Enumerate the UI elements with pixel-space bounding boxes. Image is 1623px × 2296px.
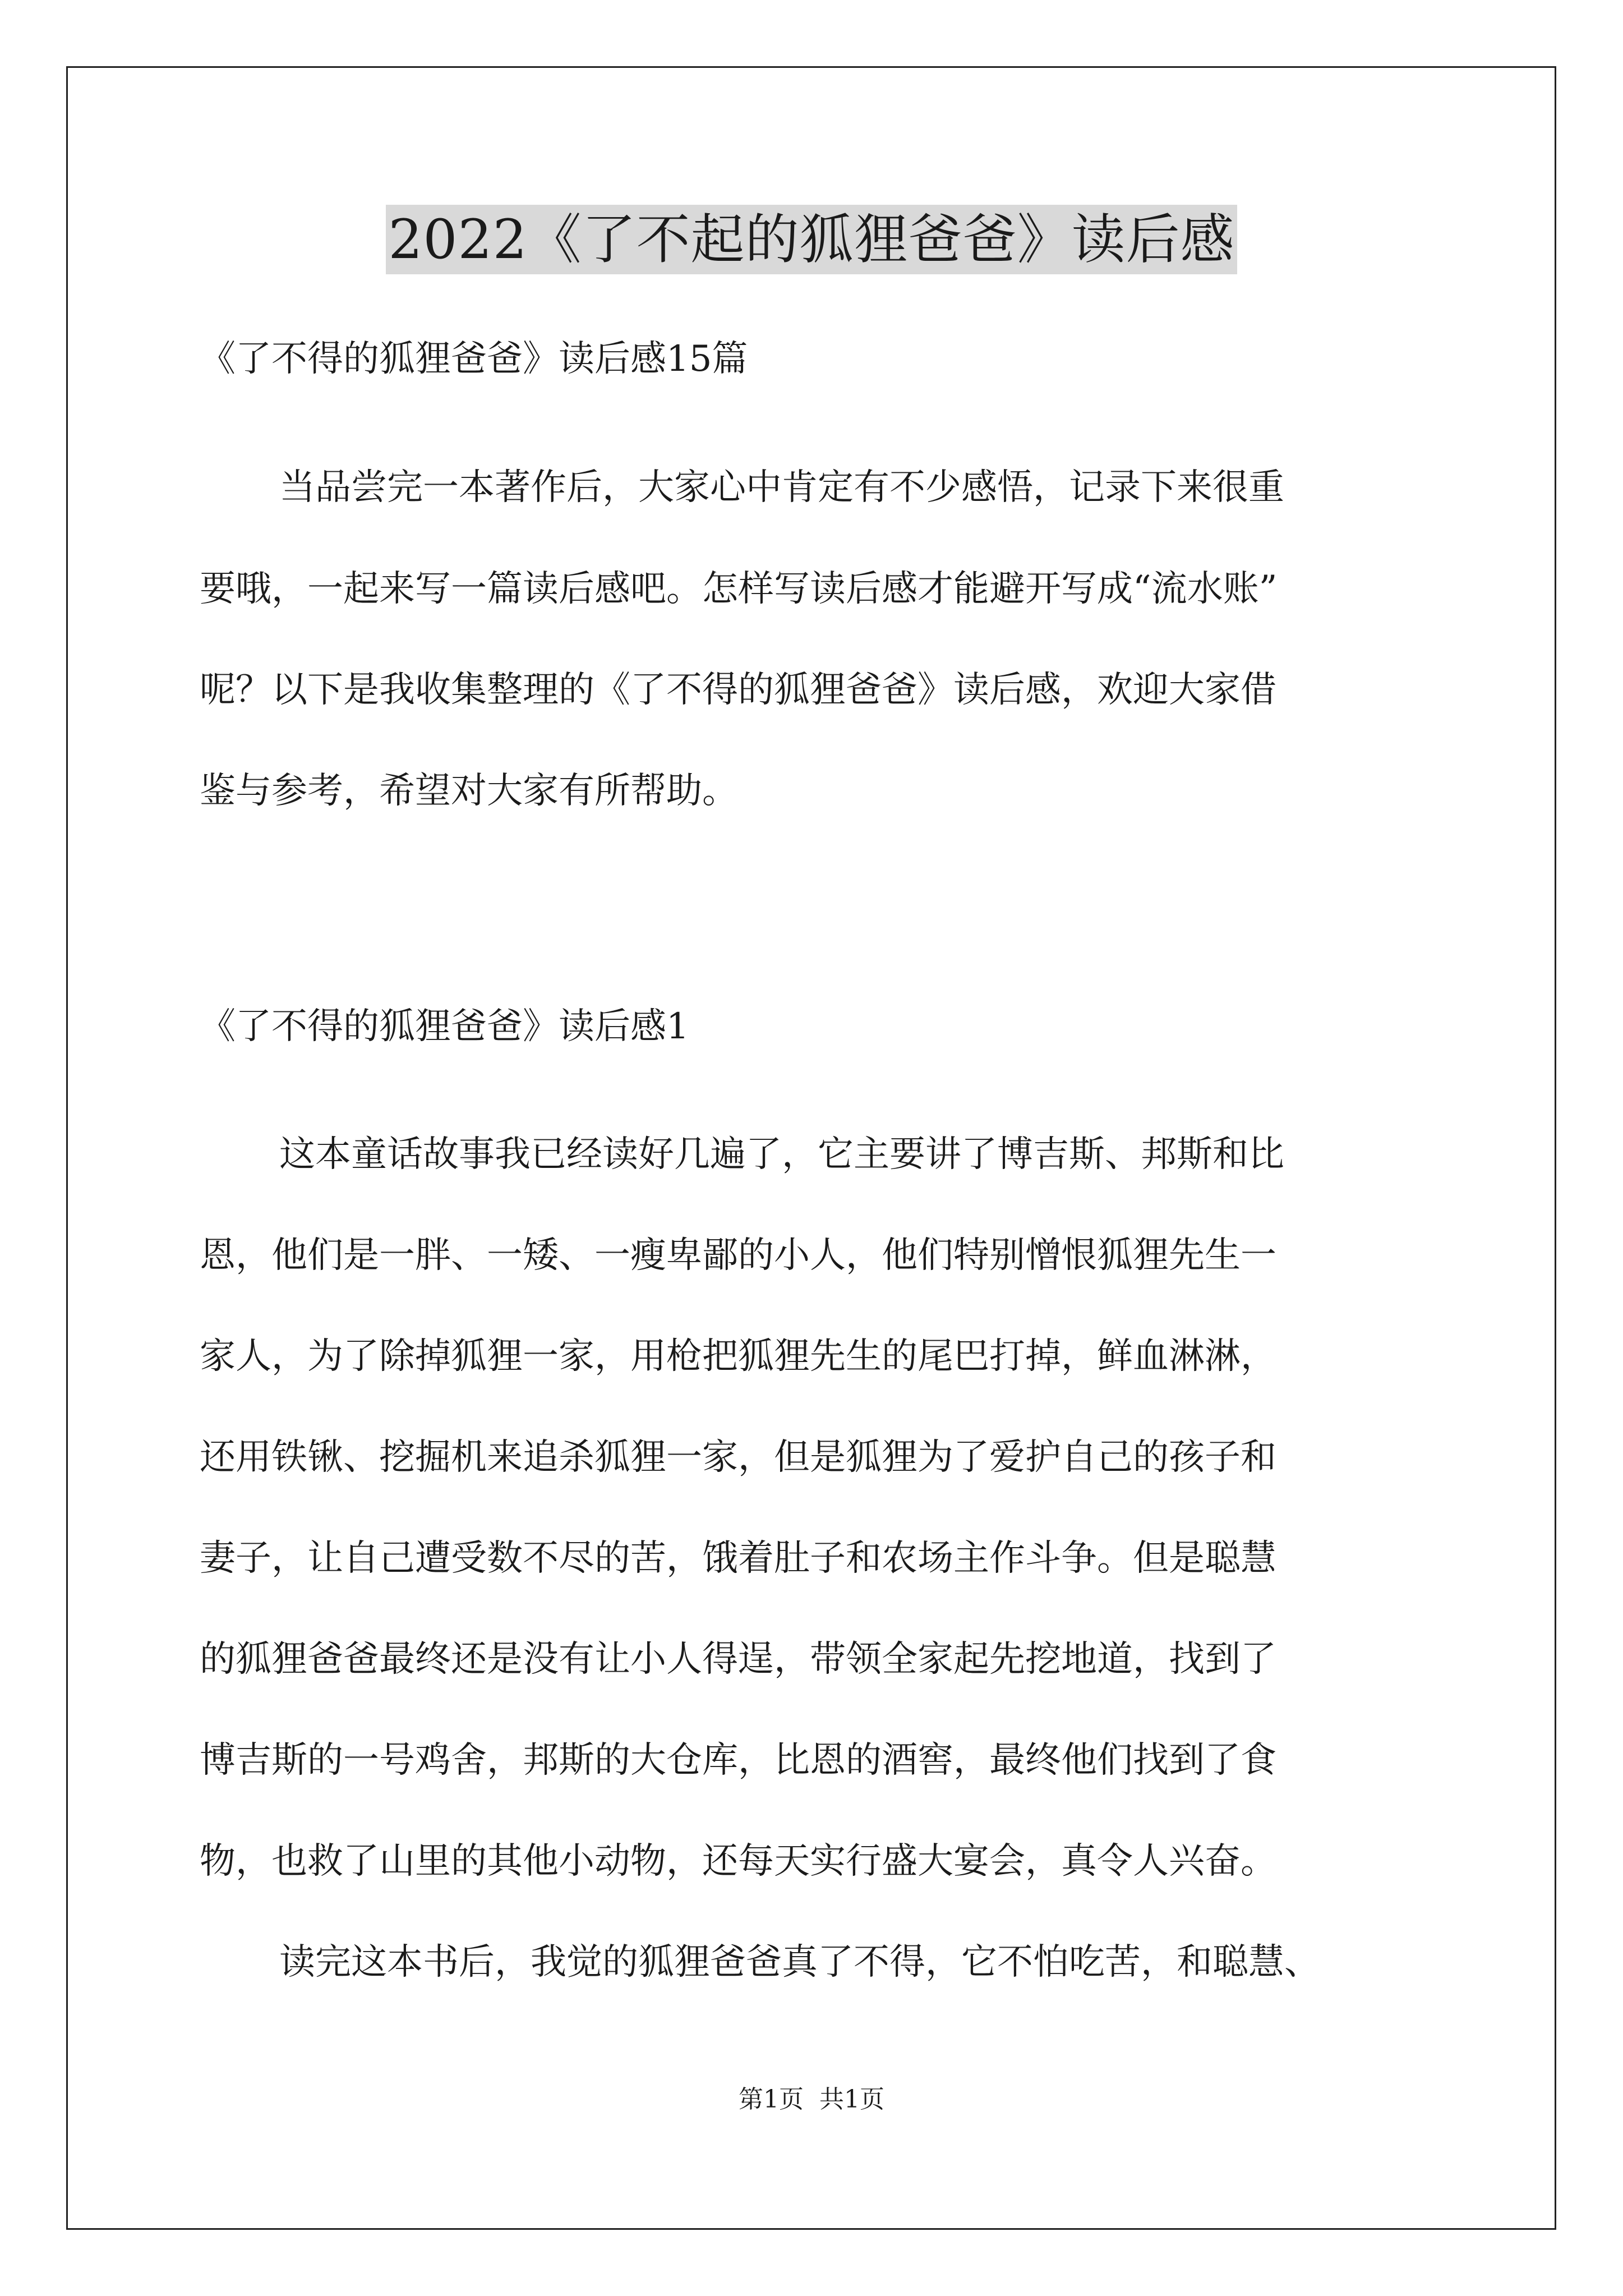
page-number: 第1页 — [739, 2085, 804, 2114]
section1-para1-line-8: 物，也救了山里的其他小动物，还每天实行盛大宴会，真令人兴奋。 — [200, 1841, 1276, 1882]
intro-line-4: 鉴与参考，希望对大家有所帮助。 — [200, 770, 738, 812]
intro-line-1: 当品尝完一本著作后，大家心中肯定有不少感悟，记录下来很重 — [279, 467, 1284, 508]
section1-para2-line-1: 读完这本书后，我觉的狐狸爸爸真了不得，它不怕吃苦，和聪慧、 — [279, 1941, 1320, 1983]
page-total: 共1页 — [819, 2085, 884, 2114]
section1-para1-line-5: 妻子，让自己遭受数不尽的苦，饿着肚子和农场主作斗争。但是聪慧 — [200, 1538, 1276, 1579]
document-title: 2022《了不起的狐狸爸爸》读后感 — [386, 205, 1237, 274]
section1-para1-line-7: 博吉斯的一号鸡舍，邦斯的大仓库，比恩的酒窖，最终他们找到了食 — [200, 1740, 1276, 1781]
section1-para1-line-3: 家人，为了除掉狐狸一家，用枪把狐狸先生的尾巴打掉，鲜血淋淋， — [200, 1336, 1276, 1377]
section1-heading: 《了不得的狐狸爸爸》读后感1 — [200, 1006, 689, 1047]
intro-line-2: 要哦，一起来写一篇读后感吧。怎样写读后感才能避开写成“流水账” — [200, 568, 1278, 610]
section1-para1-line-4: 还用铁锹、挖掘机来追杀狐狸一家，但是狐狸为了爱护自己的孩子和 — [200, 1437, 1276, 1478]
page-footer — [0, 2084, 1623, 2115]
section1-para1-line-2: 恩，他们是一胖、一矮、一瘦卑鄙的小人，他们特别憎恨狐狸先生一 — [200, 1235, 1276, 1276]
section1-para1-line-1: 这本童话故事我已经读好几遍了，它主要讲了博吉斯、邦斯和比 — [279, 1134, 1284, 1175]
intro-heading: 《了不得的狐狸爸爸》读后感15篇 — [200, 338, 748, 380]
section1-para1-line-6: 的狐狸爸爸最终还是没有让小人得逞，带领全家起先挖地道，找到了 — [200, 1639, 1276, 1680]
title-container — [0, 205, 1623, 274]
intro-line-3: 呢？以下是我收集整理的《了不得的狐狸爸爸》读后感，欢迎大家借 — [200, 669, 1276, 711]
